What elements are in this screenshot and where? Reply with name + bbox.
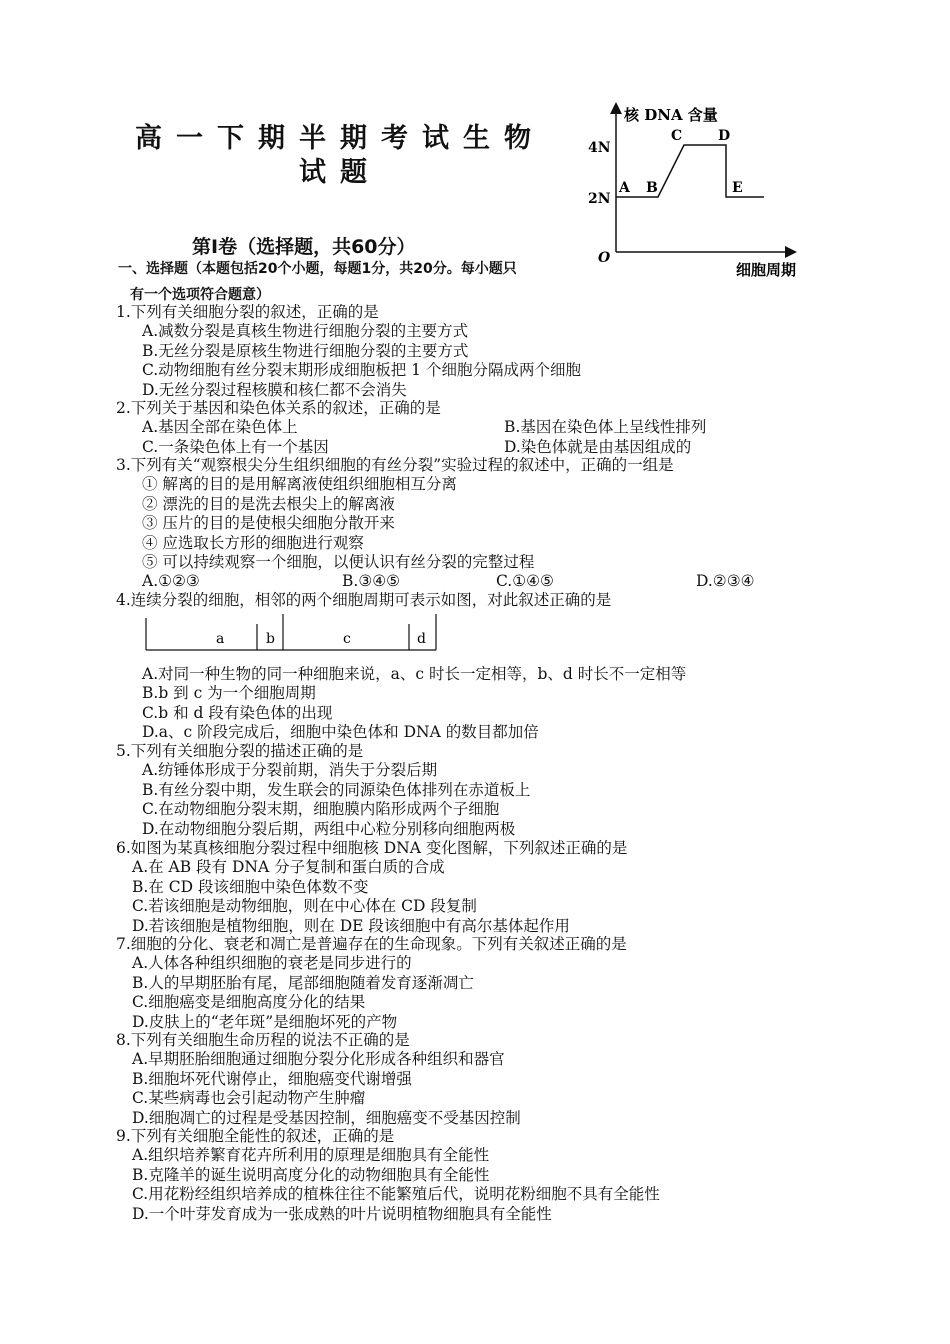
segment-d: d bbox=[417, 631, 426, 647]
question-3 bbox=[116, 456, 836, 592]
option-c: C.用花粉经组织培养成的植株往往不能繁殖后代，说明花粉细胞不具有全能性 bbox=[132, 1185, 660, 1204]
section-header: 第Ⅰ卷（选择题，共60分） bbox=[192, 236, 416, 258]
segment-a: a bbox=[216, 631, 225, 647]
dna-content-graph bbox=[586, 100, 816, 285]
option-d: D.一个叶芽发育成为一张成熟的叶片说明植物细胞具有全能性 bbox=[132, 1204, 552, 1223]
question-2 bbox=[116, 399, 816, 457]
option-c: C.在动物细胞分裂末期，细胞膜内陷形成两个子细胞 bbox=[142, 800, 500, 819]
question-8 bbox=[116, 1031, 521, 1128]
option-d: D.②③④ bbox=[696, 572, 755, 591]
option-b: B.人的早期胚胎有尾，尾部细胞随着发育逐渐凋亡 bbox=[132, 973, 474, 992]
option-a: A.在 AB 段有 DNA 分子复制和蛋白质的合成 bbox=[132, 858, 445, 877]
question-stem: 5.下列有关细胞分裂的描述正确的是 bbox=[116, 742, 364, 760]
statement-2: ② 漂洗的目的是洗去根尖上的解离液 bbox=[142, 494, 395, 513]
option-a: A.减数分裂是真核生物进行细胞分裂的主要方式 bbox=[142, 322, 469, 341]
option-d: D.染色体就是由基因组成的 bbox=[504, 437, 692, 456]
graph-x-label: 细胞周期 bbox=[736, 261, 797, 279]
graph-point-e: E bbox=[732, 180, 743, 196]
question-7 bbox=[116, 935, 627, 1032]
option-d: D.细胞凋亡的过程是受基因控制，细胞癌变不受基因控制 bbox=[132, 1108, 521, 1127]
question-4-options bbox=[116, 665, 686, 743]
section-instructions bbox=[118, 256, 598, 308]
option-c: C.细胞癌变是细胞高度分化的结果 bbox=[132, 993, 366, 1012]
question-9 bbox=[116, 1127, 660, 1224]
option-a: A.早期胚胎细胞通过细胞分裂分化形成各种组织和器官 bbox=[132, 1050, 505, 1069]
option-b: B.细胞坏死代谢停止，细胞癌变代谢增强 bbox=[132, 1069, 412, 1088]
segment-c: c bbox=[343, 631, 351, 647]
graph-tick-2n: 2N bbox=[588, 191, 611, 207]
option-c: C.若该细胞是动物细胞，则在中心体在 CD 段复制 bbox=[132, 897, 477, 916]
option-a: A.组织培养繁育花卉所利用的原理是细胞具有全能性 bbox=[132, 1146, 490, 1165]
instructions-line1: 一、选择题（本题包括20个小题，每题1分，共20分。每小题只 bbox=[118, 261, 517, 277]
question-stem: 2.下列关于基因和染色体关系的叙述，正确的是 bbox=[116, 399, 441, 417]
statement-3: ③ 压片的目的是使根尖细胞分散开来 bbox=[142, 514, 395, 533]
option-a: A.基因全部在染色体上 bbox=[142, 418, 298, 437]
statement-4: ④ 应选取长方形的细胞进行观察 bbox=[142, 533, 364, 552]
option-d: D.若该细胞是植物细胞，则在 DE 段该细胞中有高尔基体起作用 bbox=[132, 916, 570, 935]
option-b: B.b 到 c 为一个细胞周期 bbox=[142, 684, 316, 703]
graph-point-d: D bbox=[718, 128, 731, 144]
question-stem: 1.下列有关细胞分裂的叙述，正确的是 bbox=[116, 303, 379, 321]
option-c: C.b 和 d 段有染色体的出现 bbox=[142, 703, 333, 722]
question-5 bbox=[116, 742, 530, 839]
option-c: C.一条染色体上有一个基因 bbox=[142, 437, 329, 456]
option-d: D.皮肤上的“老年斑”是细胞坏死的产物 bbox=[132, 1012, 398, 1031]
option-c: C.①④⑤ bbox=[496, 572, 554, 591]
question-stem: 7.细胞的分化、衰老和凋亡是普遍存在的生命现象。下列有关叙述正确的是 bbox=[116, 935, 627, 953]
option-a: A.对同一种生物的同一种细胞来说，a、c 时长一定相等，b、d 时长不一定相等 bbox=[142, 665, 687, 683]
option-d: D.a、c 阶段完成后，细胞中染色体和 DNA 的数目都加倍 bbox=[142, 723, 539, 742]
question-stem: 6.如图为某真核细胞分裂过程中细胞核 DNA 变化图解，下列叙述正确的是 bbox=[116, 839, 628, 857]
statement-1: ① 解离的目的是用解离液使组织细胞相互分离 bbox=[142, 475, 457, 494]
option-b: B.无丝分裂是原核生物进行细胞分裂的主要方式 bbox=[142, 341, 469, 360]
option-b: B.在 CD 段该细胞中染色体数不变 bbox=[132, 877, 369, 896]
graph-tick-4n: 4N bbox=[588, 140, 611, 156]
instructions-line2: 有一个选项符合题意） bbox=[130, 287, 270, 303]
option-b: B.基因在染色体上呈线性排列 bbox=[504, 418, 707, 437]
exam-title bbox=[100, 122, 580, 190]
cell-cycle-bar bbox=[144, 610, 444, 652]
graph-point-c: C bbox=[671, 128, 683, 144]
question-6 bbox=[116, 839, 627, 936]
option-d: D.无丝分裂过程核膜和核仁都不会消失 bbox=[142, 380, 407, 399]
option-a: A.纺锤体形成于分裂前期，消失于分裂后期 bbox=[142, 761, 438, 780]
question-1 bbox=[116, 303, 581, 400]
option-b: B.有丝分裂中期，发生联会的同源染色体排列在赤道板上 bbox=[142, 780, 531, 799]
graph-origin: O bbox=[598, 250, 611, 266]
option-a: A.人体各种组织细胞的衰老是同步进行的 bbox=[132, 954, 412, 973]
question-stem: 9.下列有关细胞全能性的叙述，正确的是 bbox=[116, 1127, 395, 1145]
question-4 bbox=[116, 591, 611, 610]
statement-5: ⑤ 可以持续观察一个细胞，以便认识有丝分裂的完整过程 bbox=[142, 553, 535, 572]
question-stem: 4.连续分裂的细胞，相邻的两个细胞周期可表示如图，对此叙述正确的是 bbox=[116, 591, 612, 609]
option-c: C.某些病毒也会引起动物产生肿瘤 bbox=[132, 1089, 366, 1108]
option-d: D.在动物细胞分裂后期，两组中心粒分别移向细胞两极 bbox=[142, 819, 516, 838]
question-stem: 8.下列有关细胞生命历程的说法不正确的是 bbox=[116, 1031, 410, 1049]
graph-point-a: A bbox=[619, 180, 630, 196]
option-b: B.克隆羊的诞生说明高度分化的动物细胞具有全能性 bbox=[132, 1165, 490, 1184]
option-a: A.①②③ bbox=[142, 572, 200, 591]
question-stem: 3.下列有关“观察根尖分生组织细胞的有丝分裂”实验过程的叙述中，正确的一组是 bbox=[116, 456, 674, 474]
segment-b: b bbox=[266, 631, 275, 647]
exam-title-line1: 高一下期半期考试生物 bbox=[135, 123, 545, 154]
option-b: B.③④⑤ bbox=[342, 572, 401, 591]
exam-title-line2: 试题 bbox=[299, 157, 381, 188]
graph-point-b: B bbox=[646, 180, 658, 196]
option-c: C.动物细胞有丝分裂末期形成细胞板把 1 个细胞分隔成两个细胞 bbox=[142, 361, 581, 380]
graph-y-label: 核 DNA 含量 bbox=[624, 106, 718, 124]
